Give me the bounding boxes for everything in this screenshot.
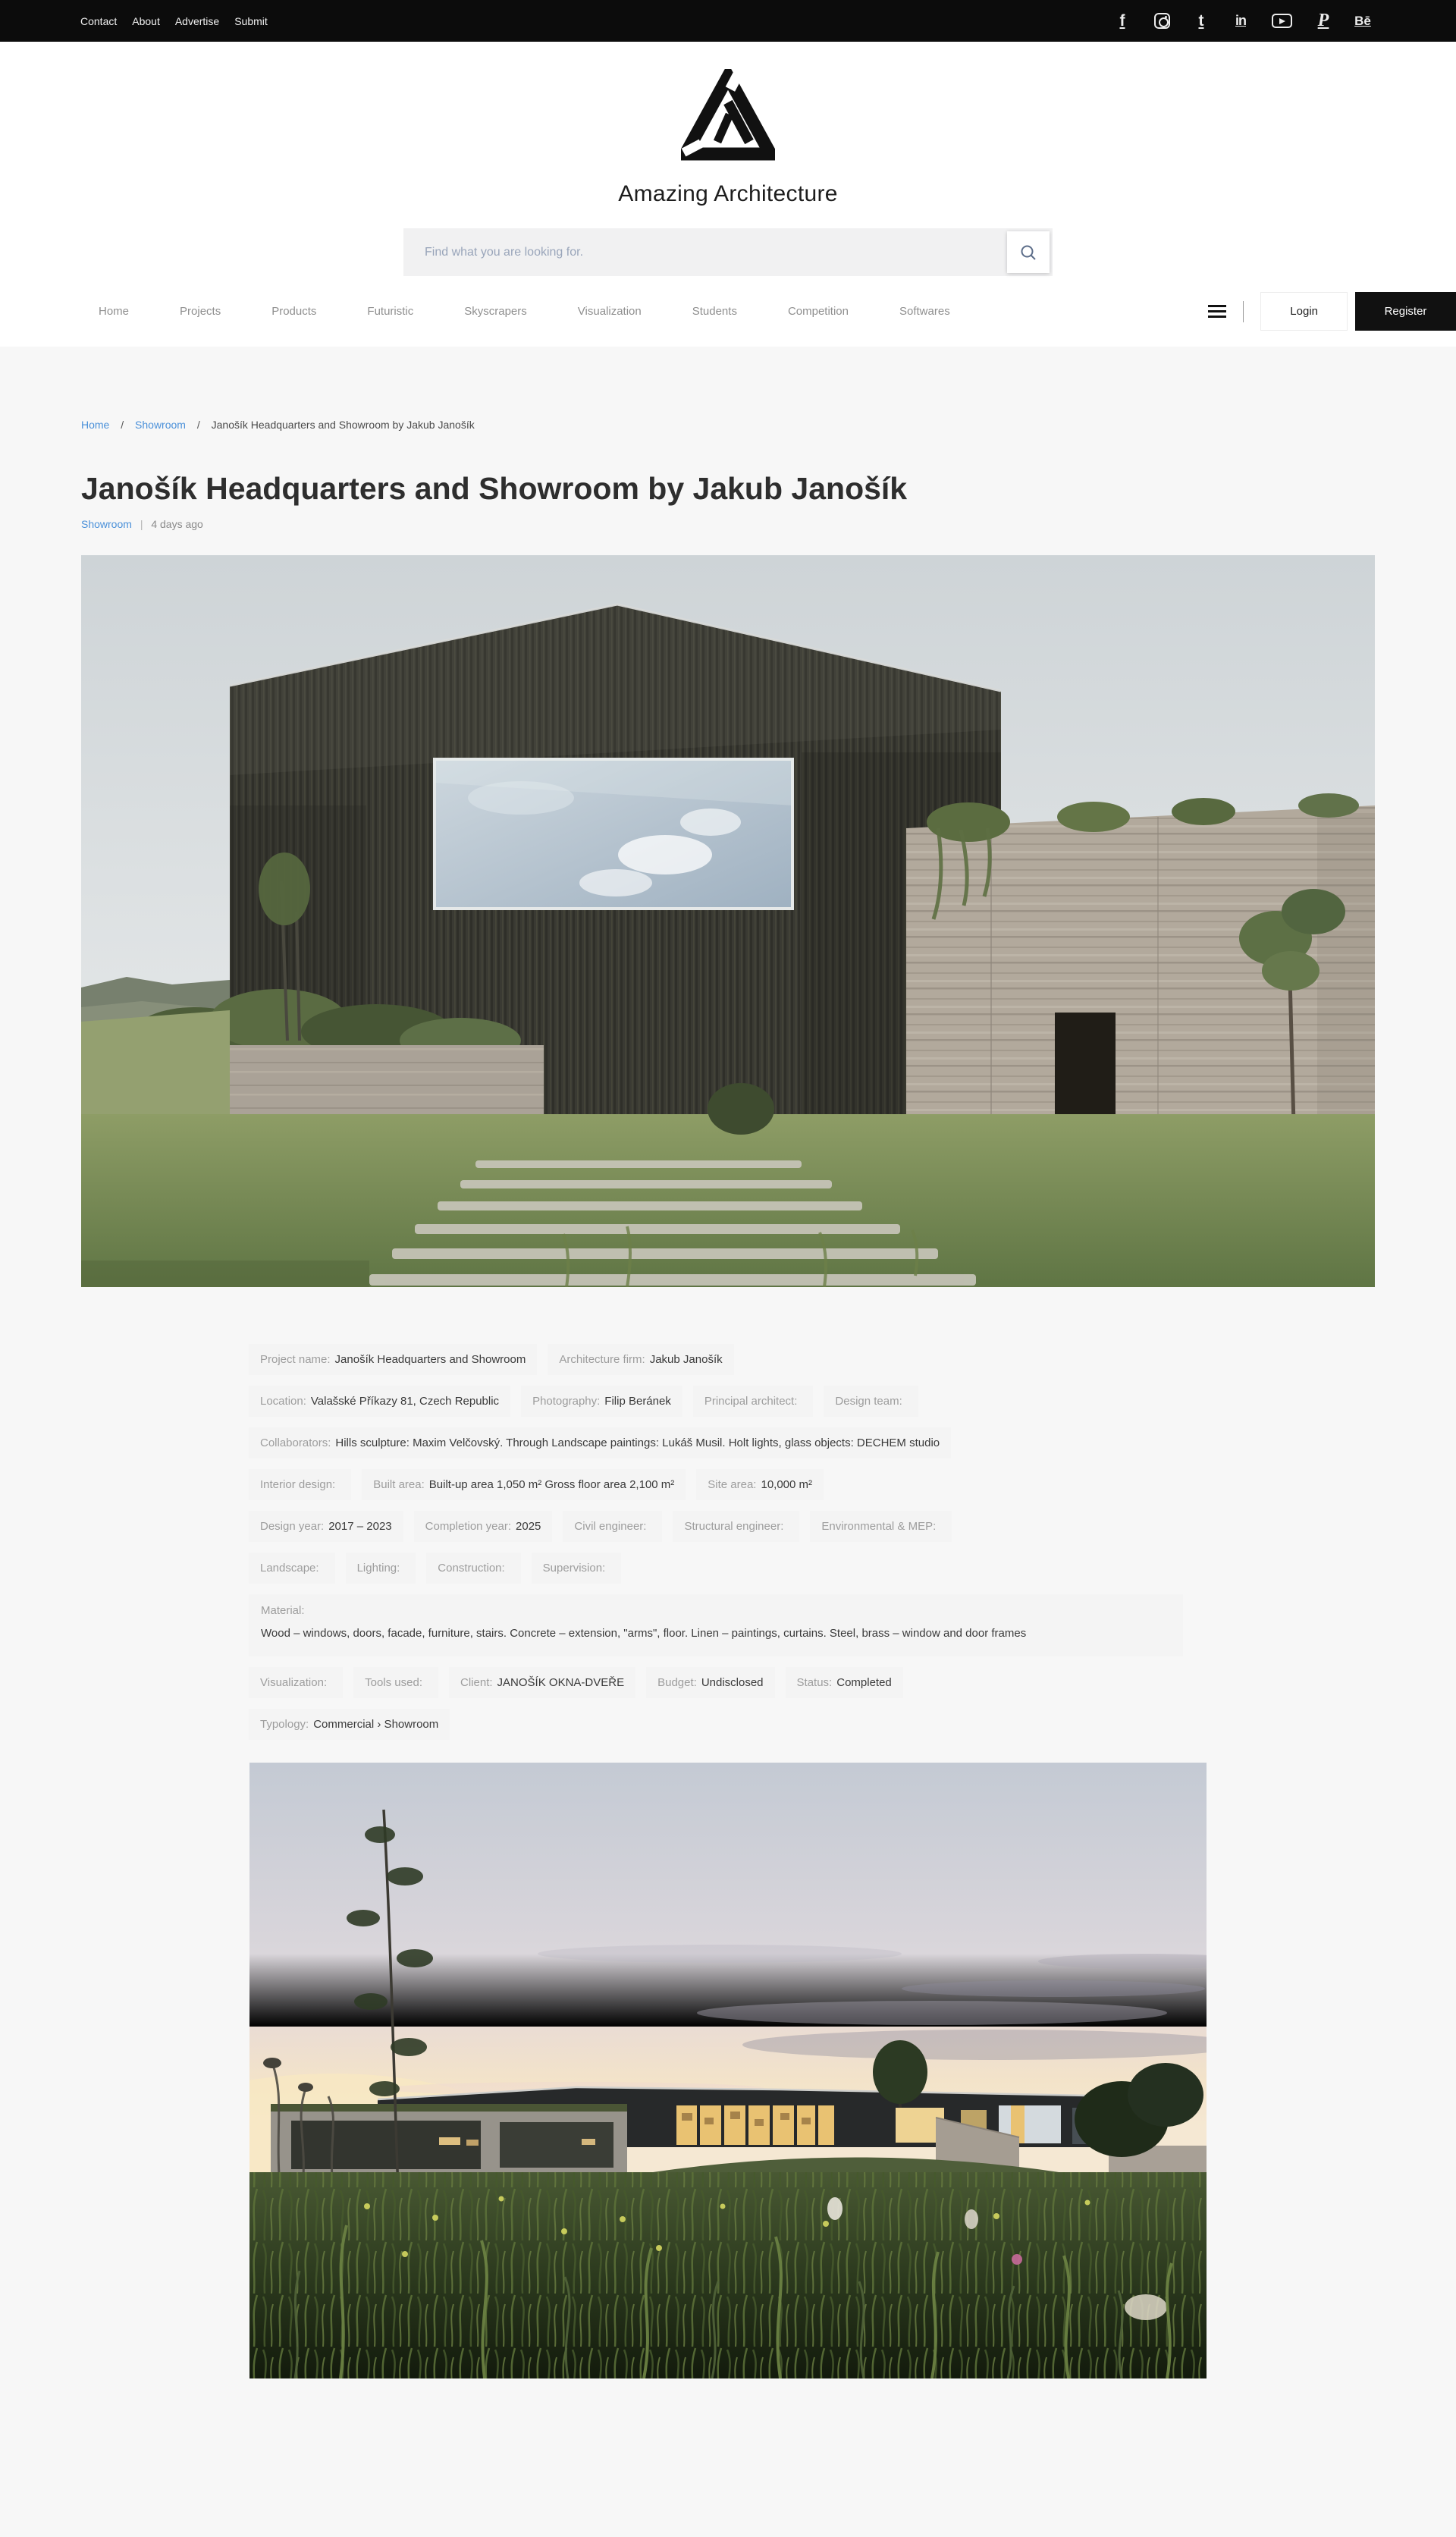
facebook-glyph: f (1119, 11, 1125, 30)
category-link[interactable]: Showroom (81, 518, 132, 530)
advertise-link[interactable]: Advertise (174, 14, 220, 27)
pinterest-icon[interactable] (1315, 12, 1332, 30)
nav-item-home[interactable]: Home (99, 305, 130, 318)
youtube-icon[interactable] (1272, 12, 1292, 30)
topbar-links (80, 15, 268, 27)
behance-glyph: Bē (1354, 13, 1371, 28)
tag-environmental-mep: Environmental & MEP: (810, 1511, 952, 1542)
submit-link[interactable]: Submit (234, 14, 268, 27)
tag-lighting: Lighting: (346, 1553, 416, 1584)
page-title: Janošík Headquarters and Showroom by Jakub Janošík (81, 471, 908, 506)
tag-visualization: Visualization: (249, 1667, 343, 1698)
tag-civil-engineer: Civil engineer: (563, 1511, 662, 1542)
tag-location: Location: Valašské Příkazy 81, Czech Republic (249, 1386, 510, 1417)
breadcrumb (81, 347, 1375, 431)
tag-completion-year: Completion year: 2025 (414, 1511, 553, 1542)
nav-item-skyscrapers[interactable]: Skyscrapers (464, 305, 527, 318)
instagram-glyph (1154, 13, 1170, 29)
nav-divider (1243, 301, 1244, 322)
hero-photo (81, 555, 1375, 1287)
instagram-icon[interactable] (1153, 12, 1170, 30)
behance-icon[interactable] (1354, 12, 1371, 30)
breadcrumb-separator: / (121, 419, 124, 431)
pinterest-glyph: P (1317, 11, 1329, 30)
meta-separator: | (140, 518, 143, 530)
menu-icon[interactable] (1208, 305, 1226, 318)
nav-controls (1208, 292, 1456, 331)
tag-project-name: Project name: Janošík Headquarters and Showroom (249, 1344, 537, 1375)
breadcrumb-separator: / (196, 419, 200, 431)
site-logo-icon[interactable] (681, 69, 775, 166)
tag-status: Status: Completed (786, 1667, 903, 1698)
facebook-icon[interactable] (1114, 12, 1131, 30)
tag-landscape: Landscape: (249, 1553, 335, 1584)
tag-supervision: Supervision: (532, 1553, 622, 1584)
tag-structural-engineer: Structural engineer: (673, 1511, 799, 1542)
social-links (1114, 12, 1371, 30)
article-meta (81, 518, 1375, 530)
topbar (0, 0, 1456, 42)
tag-interior-design: Interior design: (249, 1469, 351, 1500)
linkedin-icon[interactable] (1232, 12, 1249, 30)
breadcrumb-home[interactable]: Home (81, 419, 110, 431)
tag-principal-architect: Principal architect: (693, 1386, 814, 1417)
nav-item-projects[interactable]: Projects (180, 305, 221, 318)
search-input[interactable] (403, 228, 1004, 276)
linkedin-glyph: in (1235, 13, 1246, 28)
tag-built-area: Built area: Built-up area 1,050 m² Gross floor area 2,100 m² (362, 1469, 686, 1500)
nav-item-competition[interactable]: Competition (787, 305, 849, 318)
nav-item-students[interactable]: Students (692, 305, 737, 318)
secondary-photo (249, 1763, 1207, 2378)
twitter-glyph: t (1198, 11, 1204, 30)
nav-item-products[interactable]: Products (271, 305, 317, 318)
tag-site-area: Site area: 10,000 m² (696, 1469, 824, 1500)
search-icon (1020, 244, 1037, 261)
project-details (249, 1344, 1207, 1740)
tag-tools-used: Tools used: (353, 1667, 438, 1698)
site-header (0, 42, 1456, 347)
tag-client: Client: JANOŠÍK OKNA-DVEŘE (449, 1667, 635, 1698)
login-button[interactable]: Login (1260, 292, 1348, 331)
posted-time: 4 days ago (151, 518, 203, 530)
register-button[interactable]: Register (1355, 292, 1456, 331)
tag-construction: Construction: (426, 1553, 520, 1584)
tag-material: Material: Wood – windows, doors, facade, furniture, stairs. Concrete – extension, "arms", floor. Linen – paintings, curtains. Steel, brass – window and door frames (249, 1594, 1183, 1656)
nav-items (99, 305, 950, 318)
nav-item-softwares[interactable]: Softwares (899, 305, 950, 318)
contact-link[interactable]: Contact (80, 14, 118, 27)
tag-design-year: Design year: 2017 – 2023 (249, 1511, 403, 1542)
search-bar (403, 228, 1053, 276)
youtube-glyph (1272, 14, 1292, 28)
search-button[interactable] (1007, 231, 1050, 273)
site-title[interactable]: Amazing Architecture (618, 181, 838, 206)
tag-architecture-firm: Architecture firm: Jakub Janošík (548, 1344, 733, 1375)
nav-item-visualization[interactable]: Visualization (577, 305, 642, 318)
twitter-icon[interactable] (1193, 12, 1210, 30)
tag-photography: Photography: Filip Beránek (521, 1386, 682, 1417)
breadcrumb-section[interactable]: Showroom (135, 419, 186, 431)
tag-budget: Budget: Undisclosed (646, 1667, 774, 1698)
main-nav (0, 276, 1456, 347)
breadcrumb-current: Janošík Headquarters and Showroom by Jakub Janošík (211, 419, 475, 431)
tag-collaborators: Collaborators: Hills sculpture: Maxim Velčovský. Through Landscape paintings: Lukáš Musil. Holt lights, glass objects: DECHEM studio (249, 1427, 951, 1458)
about-link[interactable]: About (132, 14, 160, 27)
nav-item-futuristic[interactable]: Futuristic (367, 305, 414, 318)
tag-typology: Typology: Commercial › Showroom (249, 1709, 450, 1740)
tag-design-team: Design team: (824, 1386, 918, 1417)
